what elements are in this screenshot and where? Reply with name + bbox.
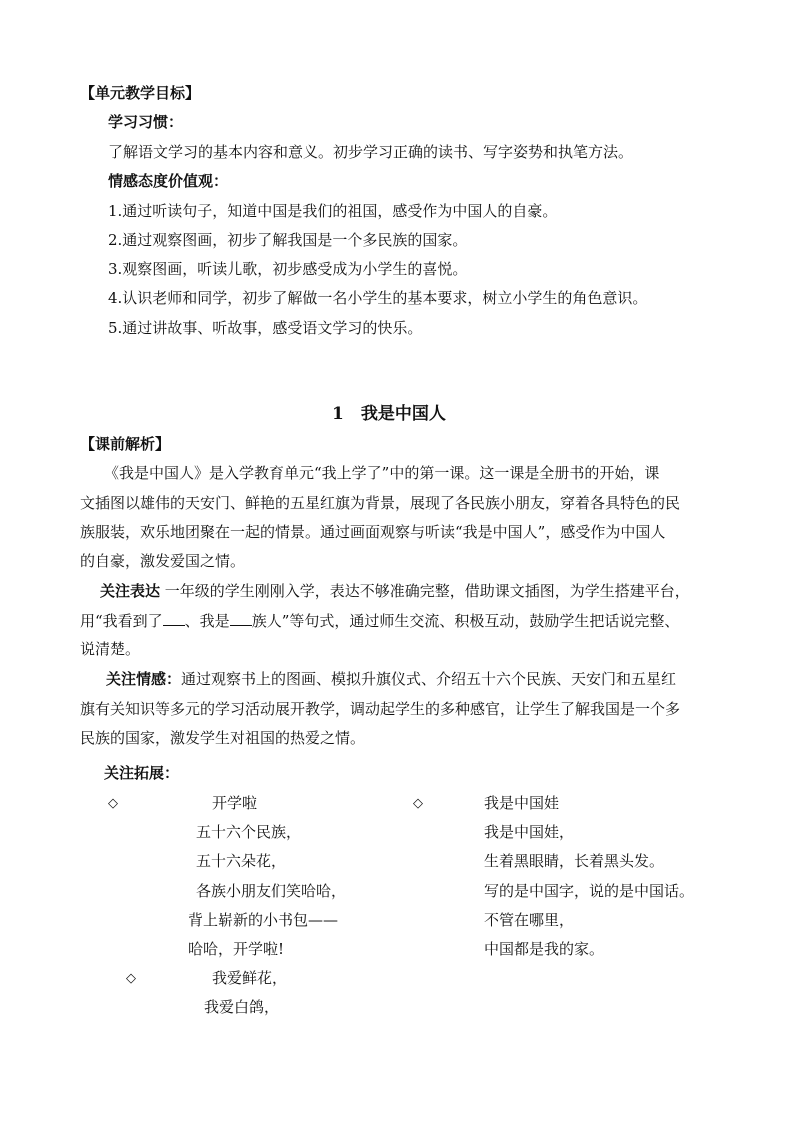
- poem1-line: 五十六个民族，: [196, 823, 302, 841]
- expression-text: 说清楚。: [80, 640, 141, 658]
- lesson-title: 1 我是中国人: [332, 404, 446, 424]
- habits-text: 了解语文学习的基本内容和意义。初步学习正确的读书、写字姿势和执笔方法。: [108, 143, 634, 161]
- emotion-text: 旗有关知识等多元的学习活动展开教学，调动起学生的多种感官，让学生了解我国是一个多: [80, 700, 681, 718]
- values-item: 4.认识老师和同学，初步了解做一名小学生的基本要求，树立小学生的角色意识。: [108, 289, 648, 307]
- poem2-line: 不管在哪里，: [484, 911, 575, 929]
- poem2-title: 我是中国娃: [484, 794, 560, 812]
- emotion-text: 民族的国家，激发学生对祖国的热爱之情。: [80, 729, 366, 747]
- values-item: 2.通过观察图画，初步了解我国是一个多民族的国家。: [108, 231, 468, 249]
- values-item: 5.通过讲故事、听故事，感受语文学习的快乐。: [108, 319, 423, 337]
- analysis-line: 的自豪，激发爱国之情。: [80, 552, 246, 570]
- emotion-label: 关注情感：: [106, 670, 182, 688]
- emotion-text: 通过观察书上的图画、模拟升旗仪式、介绍五十六个民族、天安门和五星红: [181, 670, 677, 688]
- analysis-heading: 【课前解析】: [80, 435, 171, 453]
- poem1-line: 各族小朋友们笑哈哈，: [196, 882, 347, 900]
- analysis-line: 《我是中国人》是入学教育单元“我上学了”中的第一课。这一课是全册书的开始，课: [104, 464, 660, 482]
- values-label: 情感态度价值观：: [108, 172, 229, 190]
- extension-label: 关注拓展：: [104, 764, 180, 782]
- poem3-line: 我爱白鸽，: [204, 998, 280, 1016]
- expression-paragraph-line: [80, 613, 679, 629]
- expression-label: 关注表达: [100, 582, 161, 600]
- expression-text: 一年级的学生刚刚入学，表达不够准确完整，借助课文插图，为学生搭建平台，: [164, 582, 690, 600]
- emotion-paragraph-line: [106, 672, 676, 687]
- expression-paragraph-line: [100, 584, 690, 599]
- poem2-line: 中国都是我的家。: [484, 940, 605, 958]
- values-item: 3.观察图画，听读儿歌，初步感受成为小学生的喜悦。: [108, 260, 468, 278]
- expression-text-c: 族人”等句式，通过师生交流、积极互动，鼓励学生把话说完整、: [251, 612, 680, 630]
- poem2-line: 生着黑眼睛，长着黑头发。: [484, 852, 665, 870]
- poem1-title: 开学啦: [212, 794, 258, 812]
- expression-text-a: 用“我看到了: [80, 612, 163, 630]
- fill-in-blank: [230, 613, 252, 626]
- unit-goals-heading: 【单元教学目标】: [80, 84, 201, 102]
- diamond-bullet-icon: ◇: [413, 796, 423, 811]
- poem1-line: 哈哈，开学啦!: [188, 940, 285, 958]
- poem3-line: 我爱鲜花，: [212, 969, 288, 987]
- diamond-bullet-icon: ◇: [108, 796, 118, 811]
- fill-in-blank: [163, 613, 185, 626]
- values-item: 1.通过听读句子，知道中国是我们的祖国，感受作为中国人的自豪。: [108, 202, 558, 220]
- poem2-line: 写的是中国字，说的是中国话。: [484, 882, 695, 900]
- poem1-line: 五十六朵花，: [196, 852, 287, 870]
- poem1-line: 背上崭新的小书包——: [188, 911, 339, 929]
- habits-label: 学习习惯：: [108, 113, 184, 131]
- diamond-bullet-icon: ◇: [126, 971, 136, 986]
- analysis-line: 文插图以雄伟的天安门、鲜艳的五星红旗为背景，展现了各民族小朋友，穿着各具特色的民: [80, 494, 681, 512]
- analysis-line: 族服装，欢乐地团聚在一起的情景。通过画面观察与听读“我是中国人”，感受作为中国人: [80, 523, 666, 541]
- expression-text-b: 、我是: [184, 612, 230, 630]
- poem2-line: 我是中国娃，: [484, 823, 575, 841]
